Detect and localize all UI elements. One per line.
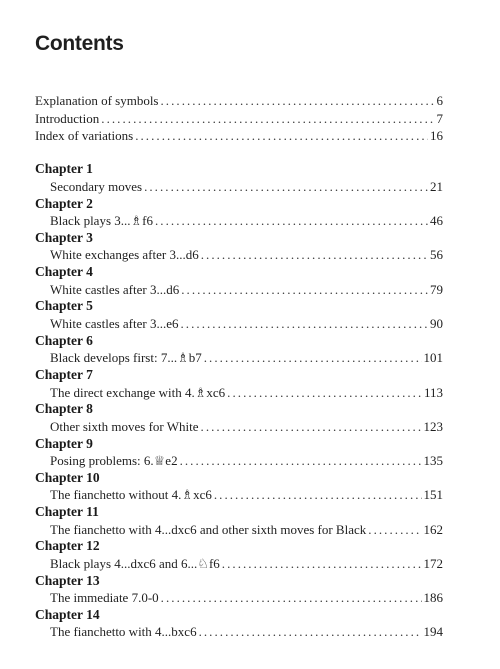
chapter-entry: [50, 624, 443, 640]
chapter-entry: [50, 316, 443, 332]
leader-dots: [135, 128, 428, 144]
chapter-heading: Chapter 8: [35, 401, 93, 416]
leader-dots: [180, 453, 422, 469]
chapter-title: White exchanges after 3...d6: [50, 247, 199, 262]
chapter-entry: [50, 350, 443, 366]
chapter-entry: [50, 213, 443, 229]
chapter-page: 135: [423, 453, 443, 468]
toc-entry-page: 16: [430, 128, 443, 143]
chapter-title: Other sixth moves for White: [50, 419, 199, 434]
chapter-title: White castles after 3...e6: [50, 316, 179, 331]
chapter-title: The direct exchange with 4.♗xc6: [50, 385, 226, 400]
leader-dots: [101, 111, 434, 127]
leader-dots: [161, 93, 435, 109]
chapter-heading: Chapter 4: [35, 264, 93, 279]
chapter-page: 101: [423, 350, 443, 365]
leader-dots: [368, 522, 421, 538]
leader-dots: [181, 282, 428, 298]
chapter-heading: Chapter 14: [35, 607, 100, 622]
leader-dots: [204, 350, 422, 366]
chapter-title: Black plays 3...♗f6: [50, 213, 153, 228]
page-title: Contents: [35, 32, 124, 55]
chapter-heading: Chapter 5: [35, 298, 93, 313]
chapter-heading: Chapter 3: [35, 230, 93, 245]
chapter-entry: [50, 179, 443, 195]
chapter-page: 194: [423, 624, 443, 639]
leader-dots: [201, 419, 422, 435]
leader-dots: [155, 213, 428, 229]
chapter-title: Secondary moves: [50, 179, 143, 194]
leader-dots: [214, 487, 422, 503]
chapter-page: 172: [423, 556, 443, 571]
chapter-page: 162: [423, 522, 443, 537]
chapter-page: 79: [430, 282, 443, 297]
chapter-title: The fianchetto with 4...dxc6 and other sixth moves for Black: [50, 522, 367, 537]
chapter-heading: Chapter 11: [35, 504, 99, 519]
chapter-heading: Chapter 12: [35, 538, 100, 553]
chapter-heading: Chapter 1: [35, 161, 93, 176]
toc-entry-label: Introduction: [35, 111, 100, 126]
chapter-heading: Chapter 6: [35, 333, 93, 348]
chapter-heading: Chapter 13: [35, 573, 100, 588]
chapter-page: 186: [423, 590, 443, 605]
chapter-heading: Chapter 10: [35, 470, 100, 485]
chapter-page: 46: [430, 213, 443, 228]
chapter-entry: [50, 385, 443, 401]
toc-entry-label: Explanation of symbols: [35, 93, 159, 108]
chapter-title: White castles after 3...d6: [50, 282, 180, 297]
chapter-page: 151: [423, 487, 443, 502]
chapter-entry: [50, 453, 443, 469]
leader-dots: [222, 556, 422, 572]
chapter-heading: Chapter 9: [35, 436, 93, 451]
leader-dots: [199, 624, 422, 640]
chapter-entry: [50, 522, 443, 538]
chapter-title: Posing problems: 6.♕e2: [50, 453, 178, 468]
toc-entry: [35, 111, 443, 127]
chapter-page: 56: [430, 247, 443, 262]
toc-entry-label: Index of variations: [35, 128, 134, 143]
chapter-entry: [50, 487, 443, 503]
chapter-entry: [50, 247, 443, 263]
chapter-entry: [50, 590, 443, 606]
chapter-page: 90: [430, 316, 443, 331]
leader-dots: [161, 590, 422, 606]
chapter-title: The immediate 7.0-0: [50, 590, 159, 605]
chapter-title: The fianchetto with 4...bxc6: [50, 624, 197, 639]
toc-entry: [35, 128, 443, 144]
leader-dots: [144, 179, 428, 195]
chapter-heading: Chapter 2: [35, 196, 93, 211]
chapter-title: The fianchetto without 4.♗xc6: [50, 487, 212, 502]
leader-dots: [181, 316, 429, 332]
chapter-entry: [50, 419, 443, 435]
chapter-page: 123: [423, 419, 443, 434]
toc-entry: [35, 93, 443, 109]
toc-entry-page: 7: [436, 111, 443, 126]
toc-entry-page: 6: [436, 93, 443, 108]
chapter-heading: Chapter 7: [35, 367, 93, 382]
chapter-entry: [50, 556, 443, 572]
chapter-page: 21: [430, 179, 443, 194]
chapter-entry: [50, 282, 443, 298]
leader-dots: [227, 385, 422, 401]
chapter-page: 113: [423, 385, 443, 400]
leader-dots: [201, 247, 428, 263]
chapter-title: Black develops first: 7...♗b7: [50, 350, 202, 365]
chapter-title: Black plays 4...dxc6 and 6...♘f6: [50, 556, 220, 571]
